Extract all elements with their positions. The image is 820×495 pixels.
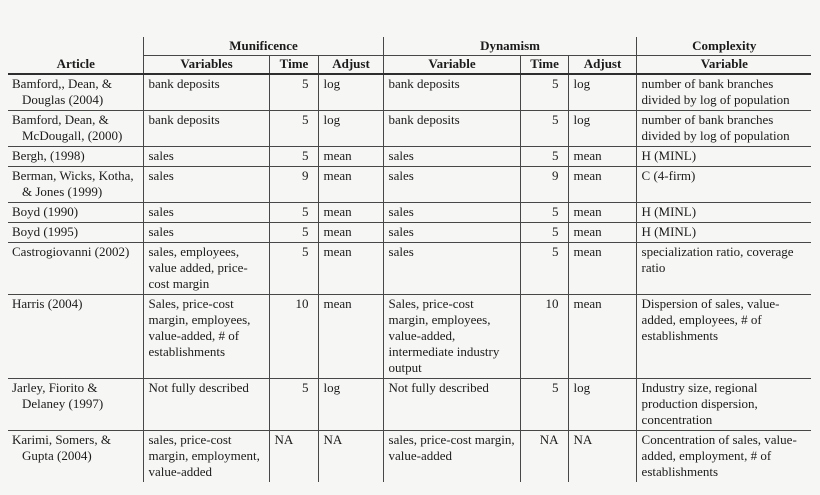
col-header-mun-adjust: Adjust <box>318 56 383 75</box>
cell-mun-variables: sales <box>143 223 269 243</box>
group-header-dynamism: Dynamism <box>383 37 636 56</box>
cell-cx-variable: H (MINL) <box>636 147 811 167</box>
cell-article: Bamford, Dean, & McDougall, (2000) <box>8 111 143 147</box>
table-row <box>8 74 811 111</box>
cell-cx-variable: specialization ratio, coverage ratio <box>636 243 811 295</box>
cell-article: Boyd (1990) <box>8 203 143 223</box>
cell-dyn-adjust: log <box>568 111 636 147</box>
cell-article: Berman, Wicks, Kotha, & Jones (1999) <box>8 167 143 203</box>
table-row <box>8 111 811 147</box>
cell-dyn-adjust: mean <box>568 295 636 379</box>
cell-cx-variable: C (4-firm) <box>636 167 811 203</box>
cell-cx-variable: H (MINL) <box>636 223 811 243</box>
cell-dyn-variable: sales <box>383 203 520 223</box>
cell-dyn-time: 5 <box>520 74 568 111</box>
table-row <box>8 243 811 295</box>
cell-mun-variables: Not fully described <box>143 379 269 431</box>
table-row <box>8 295 811 379</box>
cell-cx-variable: Concentration of sales, value-added, employment, # of establishments <box>636 431 811 483</box>
cell-mun-variables: bank deposits <box>143 111 269 147</box>
cell-mun-variables: bank deposits <box>143 74 269 111</box>
col-header-mun-time: Time <box>269 56 318 75</box>
cell-dyn-adjust: log <box>568 74 636 111</box>
cell-dyn-time: 5 <box>520 243 568 295</box>
cell-mun-time: 5 <box>269 147 318 167</box>
cell-mun-adjust: mean <box>318 243 383 295</box>
cell-mun-adjust: mean <box>318 203 383 223</box>
cell-dyn-time: 5 <box>520 111 568 147</box>
cell-dyn-time: 5 <box>520 379 568 431</box>
table-row <box>8 379 811 431</box>
cell-mun-adjust: log <box>318 111 383 147</box>
col-header-mun-variables: Variables <box>143 56 269 75</box>
cell-mun-variables: Sales, price-cost margin, employees, value-added, # of establishments <box>143 295 269 379</box>
cell-mun-time: 5 <box>269 203 318 223</box>
cell-mun-adjust: log <box>318 379 383 431</box>
col-header-dyn-adjust: Adjust <box>568 56 636 75</box>
cell-dyn-time: 5 <box>520 203 568 223</box>
cell-cx-variable: H (MINL) <box>636 203 811 223</box>
cell-dyn-variable: Sales, price-cost margin, employees, value-added, intermediate industry output <box>383 295 520 379</box>
cell-mun-time: 9 <box>269 167 318 203</box>
cell-dyn-variable: sales <box>383 223 520 243</box>
cell-dyn-variable: bank deposits <box>383 74 520 111</box>
cell-mun-adjust: NA <box>318 431 383 483</box>
cell-mun-time: 10 <box>269 295 318 379</box>
col-header-dyn-time: Time <box>520 56 568 75</box>
col-header-dyn-variable: Variable <box>383 56 520 75</box>
cell-mun-time: 5 <box>269 223 318 243</box>
group-header-article-spacer <box>8 37 143 56</box>
cell-mun-time: 5 <box>269 243 318 295</box>
cell-mun-adjust: mean <box>318 147 383 167</box>
methodology-table <box>8 37 811 482</box>
table-row <box>8 431 811 483</box>
cell-article: Bamford,, Dean, & Douglas (2004) <box>8 74 143 111</box>
methodology-table-wrap <box>8 37 812 482</box>
cell-mun-time: NA <box>269 431 318 483</box>
group-header-row <box>8 37 811 56</box>
cell-article: Boyd (1995) <box>8 223 143 243</box>
cell-mun-variables: sales, price-cost margin, employment, value-added <box>143 431 269 483</box>
cell-mun-time: 5 <box>269 111 318 147</box>
table-row <box>8 167 811 203</box>
cell-cx-variable: number of bank branches divided by log of population <box>641 76 790 107</box>
table-row <box>8 223 811 243</box>
cell-mun-variables: sales <box>143 147 269 167</box>
cell-mun-adjust: mean <box>318 295 383 379</box>
cell-dyn-time: 10 <box>520 295 568 379</box>
cell-mun-adjust: mean <box>318 167 383 203</box>
cell-dyn-variable: sales <box>383 167 520 203</box>
cell-article: Karimi, Somers, & Gupta (2004) <box>8 431 143 483</box>
cell-dyn-variable: sales, price-cost margin, value-added <box>383 431 520 483</box>
cell-dyn-variable: bank deposits <box>383 111 520 147</box>
cell-dyn-adjust: NA <box>568 431 636 483</box>
table-row <box>8 203 811 223</box>
cell-dyn-time: NA <box>520 431 568 483</box>
cell-dyn-adjust: mean <box>568 223 636 243</box>
cell-mun-time: 5 <box>269 74 318 111</box>
cell-mun-time: 5 <box>269 379 318 431</box>
cell-cx-variable: Industry size, regional production dispersion, concentration <box>636 379 811 431</box>
cell-cx-variable: number of bank branches divided by log of population <box>636 111 811 147</box>
cell-cx-variable: Dispersion of sales, value-added, employees, # of establishments <box>636 295 811 379</box>
col-header-article: Article <box>8 56 143 75</box>
cell-article: Bergh, (1998) <box>8 147 143 167</box>
group-header-complexity: Complexity <box>636 37 811 56</box>
table-row <box>8 147 811 167</box>
cell-article: Jarley, Fiorito & Delaney (1997) <box>8 379 143 431</box>
cell-article: Harris (2004) <box>8 295 143 379</box>
cell-dyn-variable: sales <box>383 243 520 295</box>
col-header-cx-variable: Variable <box>636 56 811 75</box>
cell-mun-adjust: mean <box>318 223 383 243</box>
table-body <box>8 74 811 482</box>
cell-dyn-adjust: mean <box>568 243 636 295</box>
cell-dyn-variable: Not fully described <box>383 379 520 431</box>
cell-article: Castrogiovanni (2002) <box>8 243 143 295</box>
group-header-munificence: Munificence <box>143 37 383 56</box>
cell-dyn-adjust: mean <box>568 203 636 223</box>
cell-dyn-time: 5 <box>520 223 568 243</box>
cell-dyn-time: 9 <box>520 167 568 203</box>
cell-dyn-variable: sales <box>383 147 520 167</box>
cell-mun-variables: sales <box>143 203 269 223</box>
cell-dyn-adjust: mean <box>568 167 636 203</box>
column-header-row <box>8 56 811 75</box>
cell-mun-variables: sales, employees, value added, price-cost margin <box>143 243 269 295</box>
cell-dyn-time: 5 <box>520 147 568 167</box>
cell-mun-variables: sales <box>143 167 269 203</box>
cell-dyn-adjust: mean <box>568 147 636 167</box>
cell-mun-adjust: log <box>318 74 383 111</box>
cell-dyn-adjust: log <box>568 379 636 431</box>
